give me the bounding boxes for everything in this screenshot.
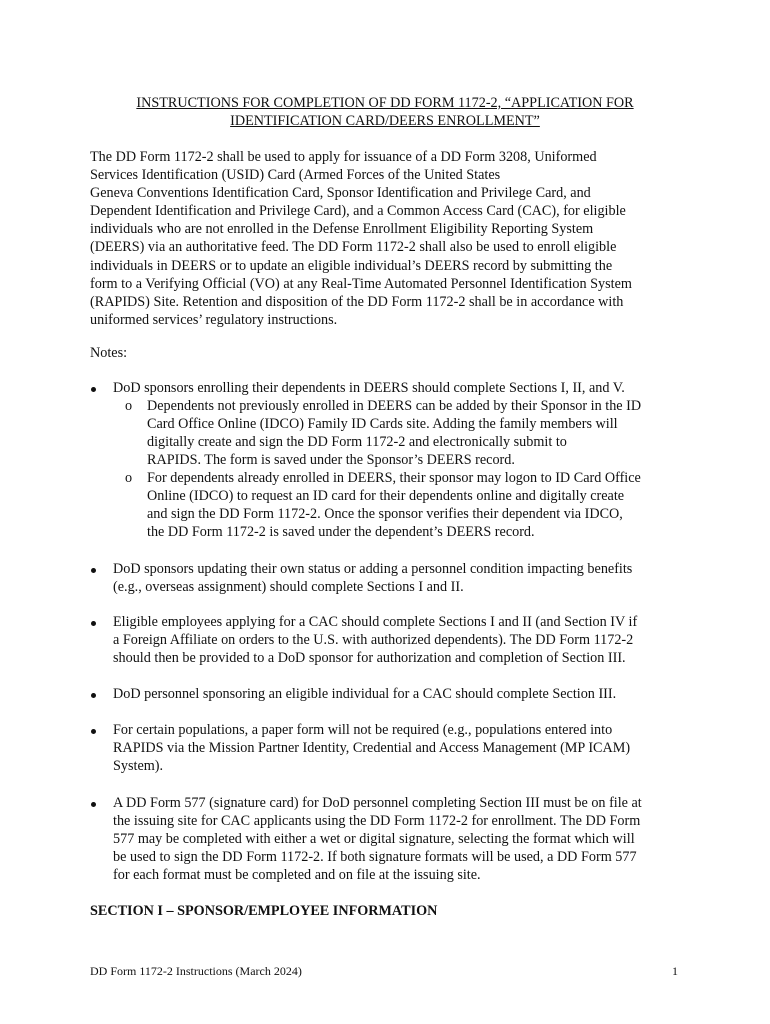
note-bullet-text: Eligible employees applying for a CAC should complete Sections I and II (and Section IV if a Foreign Affiliate on orders to the U.S. with authorized dependents). The DD Form 1172-2 should then be provided to a DoD sponsor for authorization and completion of Section III. bbox=[113, 614, 638, 666]
note-bullet-text: DoD sponsors enrolling their dependents in DEERS should complete Sections I, II, and V. bbox=[113, 380, 625, 396]
note-bullet-text: DoD sponsors updating their own status or adding a personnel condition impacting benefits (e.g., overseas assignment) should complete Sections I and II. bbox=[113, 561, 633, 595]
page-number: 1 bbox=[672, 964, 678, 978]
document-title: INSTRUCTIONS FOR COMPLETION OF DD FORM 1172-2, “APPLICATION FOR IDENTIFICATION CARD/DEERS ENROLLMENT” bbox=[136, 95, 634, 129]
sub-bullet-text: For dependents already enrolled in DEERS, their sponsor may logon to ID Card Office Online (IDCO) to request an ID card for their dependents online and digitally create and sign the DD Form 1172-2. Once the sponsor verifies their dependent via IDCO, the DD Form 1172-2 is saved under the dependent’s DEERS record. bbox=[147, 470, 641, 540]
footer-form-name: DD Form 1172-2 Instructions (March 2024) bbox=[90, 964, 302, 978]
circle-bullet-icon: o bbox=[125, 470, 133, 486]
sub-bullet-text: Dependents not previously enrolled in DEERS can be added by their Sponsor in the ID Card Office Online (IDCO) Family ID Cards site. Adding the family members will digitally create and sign the DD Form 1172-2 and electronically submit to RAPIDS. The form is saved under the Sponsor’s DEERS record. bbox=[147, 398, 642, 468]
circle-bullet-icon: o bbox=[125, 398, 133, 414]
note-bullet-text: DoD personnel sponsoring an eligible individual for a CAC should complete Section III. bbox=[113, 686, 617, 702]
note-bullet-text: For certain populations, a paper form will not be required (e.g., populations entered into RAPIDS via the Mission Partner Identity, Credential and Access Management (MP ICAM) System). bbox=[113, 722, 631, 774]
note-bullet-text: A DD Form 577 (signature card) for DoD personnel completing Section III must be on file at the issuing site for CAC applicants using the DD Form 1172-2 for enrollment. The DD Form 577 may be completed with either a wet or digital signature, selecting the format which will be used to sign the DD Form 1172-2. If both signature formats will be used, a DD Form 577 for each format must be completed and on file at the issuing site. bbox=[113, 795, 642, 883]
notes-label: Notes: bbox=[90, 345, 128, 361]
section-heading: SECTION I – SPONSOR/EMPLOYEE INFORMATION bbox=[90, 903, 438, 919]
intro-paragraph: The DD Form 1172-2 shall be used to apply for issuance of a DD Form 3208, Uniformed Services Identification (USID) Card (Armed Forces of the United States Geneva Conventions Identification Card, Sponsor Identification and Privilege Card, and Dependent Identification and Privilege Card), and a Common Access Card (CAC), for eligible individuals who are not enrolled in the Defense Enrollment Eligibility Reporting System (DEERS) via an authoritative feed. The DD Form 1172-2 shall also be used to enroll eligible individuals in DEERS or to update an eligible individual’s DEERS record by submitting the form to a Verifying Official (VO) at any Real-Time Automated Personnel Identification System (RAPIDS) Site. Retention and disposition of the DD Form 1172-2 shall be in accordance with uniformed services’ regulatory instructions. bbox=[90, 149, 632, 328]
